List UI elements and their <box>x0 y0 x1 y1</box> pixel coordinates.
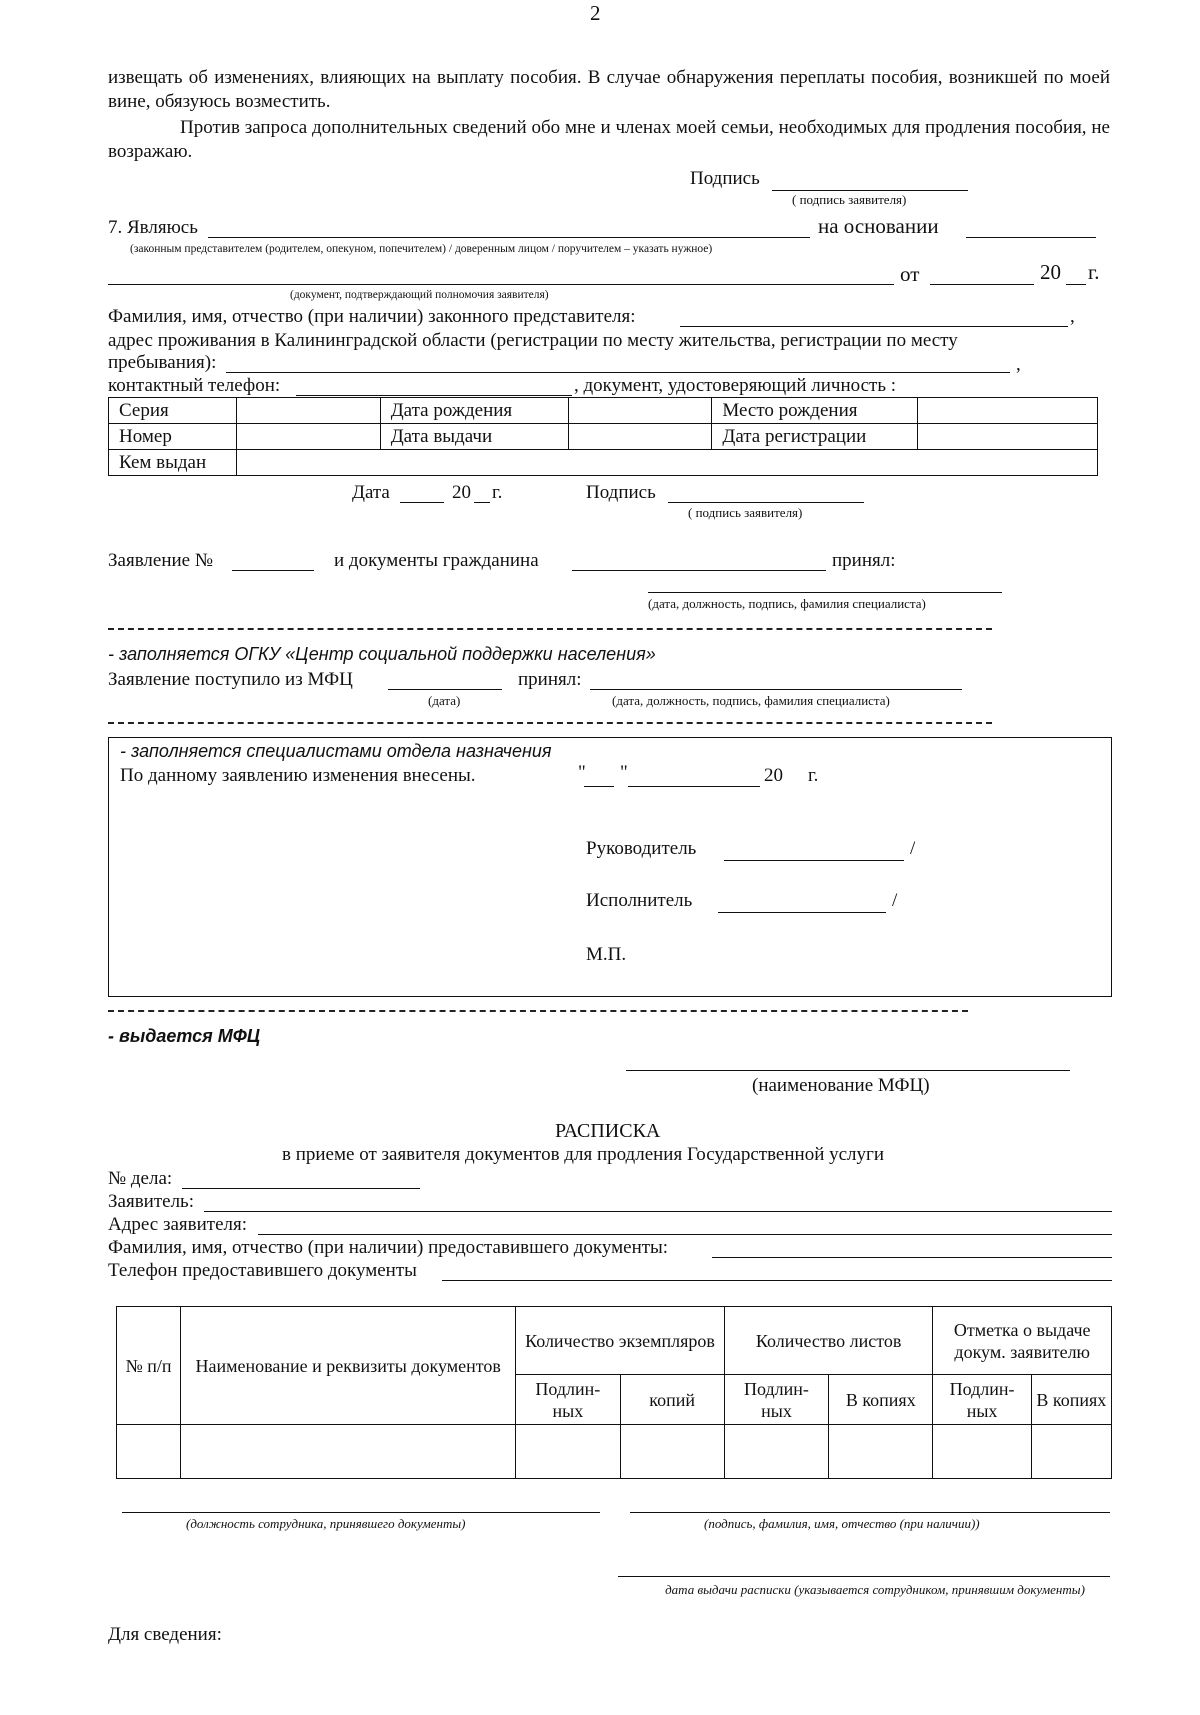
authority-date-line[interactable] <box>930 284 1034 285</box>
czn-section-heading: - заполняется ОГКУ «Центр социальной поддержки населения» <box>108 644 656 664</box>
cell-issue-copies[interactable] <box>1031 1425 1111 1479</box>
date-year: 20 <box>452 482 471 503</box>
cell-number[interactable] <box>117 1425 181 1479</box>
basis-label: на основании <box>818 214 939 238</box>
date-year-suffix: г. <box>492 482 503 503</box>
from-label: от <box>900 262 920 286</box>
signature-hint: ( подпись заявителя) <box>792 192 907 207</box>
col-copies-count-header: Количество экземпляров <box>516 1307 725 1375</box>
representative-name-label: Фамилия, имя, отчество (при наличии) законного представителя: <box>108 306 636 327</box>
employee-signature-hint: (подпись, фамилия, имя, отчество (при наличии)) <box>704 1516 980 1531</box>
receipt-title: РАСПИСКА <box>555 1120 661 1142</box>
receipt-date-hint: дата выдачи расписки (указывается сотрудником, принявшим документы) <box>665 1582 1085 1597</box>
provider-phone-line[interactable] <box>442 1280 1112 1281</box>
authority-document-line[interactable] <box>108 284 894 285</box>
sub-copies-header: копий <box>620 1375 724 1425</box>
applicant-signature-line[interactable] <box>668 502 864 503</box>
documents-table <box>116 1306 1112 1479</box>
czn-accepted-label: принял: <box>518 669 582 690</box>
representative-type-line[interactable] <box>208 237 810 238</box>
date-label: Дата <box>352 482 390 503</box>
number-value[interactable] <box>236 424 380 450</box>
employee-position-hint: (должность сотрудника, принявшего документы) <box>186 1516 466 1531</box>
birth-place-value[interactable] <box>918 398 1098 424</box>
authority-year-suffix: г. <box>1088 260 1100 284</box>
executor-slash: / <box>892 890 898 911</box>
issue-date-value[interactable] <box>568 424 712 450</box>
date-year-line[interactable] <box>474 502 490 503</box>
executor-signature-line[interactable] <box>718 912 886 913</box>
authority-document-hint: (документ, подтверждающий полномочия заявителя) <box>290 289 549 301</box>
head-slash: / <box>910 838 916 859</box>
col-number-header: № п/п <box>117 1307 181 1425</box>
basis-line[interactable] <box>966 237 1096 238</box>
for-info-label: Для сведения: <box>108 1624 222 1645</box>
mfc-heading: - выдается МФЦ <box>108 1026 260 1046</box>
czn-specialist-hint: (дата, должность, подпись, фамилия специалиста) <box>612 693 890 708</box>
mfc-name-line[interactable] <box>626 1070 1070 1071</box>
provider-name-label: Фамилия, имя, отчество (при наличии) предоставившего документы: <box>108 1237 669 1258</box>
address-label-line2: пребывания): <box>108 352 217 373</box>
address-line[interactable] <box>226 372 1010 373</box>
head-label: Руководитель <box>586 838 697 859</box>
change-year: 20 <box>764 765 783 786</box>
reg-date-value[interactable] <box>918 424 1098 450</box>
id-document-table <box>108 397 1098 476</box>
table-row <box>117 1425 1112 1479</box>
sub-sheets-originals-header: Подлин-ных <box>724 1375 828 1425</box>
number-label: Номер <box>109 424 237 450</box>
cell-sheets-copies[interactable] <box>829 1425 933 1479</box>
applicant-signature-hint: ( подпись заявителя) <box>688 505 803 520</box>
separator-2 <box>108 722 992 724</box>
applicant-line[interactable] <box>204 1211 1112 1212</box>
executor-label: Исполнитель <box>586 890 693 911</box>
changes-made-text: По данному заявлению изменения внесены. <box>120 765 476 786</box>
address-comma: , <box>1016 354 1021 375</box>
address-label-line1: адрес проживания в Калининградской области (регистрации по месту жительства, регистрации по месту <box>108 330 958 351</box>
separator-3 <box>108 1010 968 1012</box>
phone-line[interactable] <box>296 395 572 396</box>
phone-label: контактный телефон: <box>108 375 281 396</box>
applicant-signature-label: Подпись <box>586 482 656 503</box>
receipt-subtitle: в приеме от заявителя документов для продления Государственной услуги <box>282 1144 884 1165</box>
authority-year-line[interactable] <box>1066 284 1086 285</box>
mfc-name-hint: (наименование МФЦ) <box>752 1075 930 1096</box>
issued-by-value[interactable] <box>236 450 1097 476</box>
sub-sheets-copies-header: В копиях <box>829 1375 933 1425</box>
representative-type-hint: (законным представителем (родителем, опекуном, попечителем) / доверенным лицом / поручителем – указать нужное) <box>130 243 713 255</box>
date-line[interactable] <box>400 502 444 503</box>
birth-date-value[interactable] <box>568 398 712 424</box>
specialist-hint: (дата, должность, подпись, фамилия специалиста) <box>648 596 926 611</box>
issued-by-label: Кем выдан <box>109 450 237 476</box>
applicant-address-label: Адрес заявителя: <box>108 1214 248 1235</box>
representative-name-line[interactable] <box>680 326 1068 327</box>
paragraph-consent: Против запроса дополнительных сведений обо мне и членах моей семьи, необходимых для продления пособия, не возражаю. <box>108 117 1110 162</box>
section7-label: 7. Являюсь <box>108 217 198 238</box>
citizen-name-line[interactable] <box>572 570 826 571</box>
series-value[interactable] <box>236 398 380 424</box>
signature-line[interactable] <box>772 190 968 191</box>
application-no-line[interactable] <box>232 570 314 571</box>
sub-issue-copies-header: В копиях <box>1031 1375 1111 1425</box>
reg-date-label: Дата регистрации <box>712 424 918 450</box>
head-signature-line[interactable] <box>724 860 904 861</box>
issue-date-label: Дата выдачи <box>380 424 568 450</box>
applicant-label: Заявитель: <box>108 1191 194 1212</box>
received-date-hint: (дата) <box>428 693 461 708</box>
citizen-documents-label: и документы гражданина <box>334 550 539 571</box>
series-label: Серия <box>109 398 237 424</box>
applicant-address-line[interactable] <box>258 1234 1112 1235</box>
sub-originals-header: Подлин-ных <box>516 1375 620 1425</box>
paragraph-change-notice: извещать об изменениях, влияющих на выплату пособия. В случае обнаружения переплаты пособия, возникшей по моей вине, обязуюсь возместить. <box>108 67 1110 112</box>
birth-date-label: Дата рождения <box>380 398 568 424</box>
authority-year: 20 <box>1040 260 1061 284</box>
col-sheets-header: Количество листов <box>724 1307 933 1375</box>
received-from-mfc-label: Заявление поступило из МФЦ <box>108 669 353 690</box>
provider-name-line[interactable] <box>712 1257 1112 1258</box>
page-number: 2 <box>590 1 601 25</box>
cell-document-name[interactable] <box>181 1425 516 1479</box>
accepted-label: принял: <box>832 550 896 571</box>
sub-issue-originals-header: Подлин-ных <box>933 1375 1031 1425</box>
specialist-line[interactable] <box>648 592 1002 593</box>
received-date-line[interactable] <box>388 689 502 690</box>
change-month-line[interactable] <box>628 786 760 787</box>
signature-label: Подпись <box>690 168 760 189</box>
stamp-label: М.П. <box>586 944 627 965</box>
id-document-label: , документ, удостоверяющий личность : <box>574 375 897 396</box>
application-no-label: Заявление № <box>108 550 213 571</box>
case-no-line[interactable] <box>182 1188 420 1189</box>
provider-phone-label: Телефон предоставившего документы <box>108 1260 417 1281</box>
change-day-line[interactable] <box>584 786 614 787</box>
quote-close: " <box>620 762 628 783</box>
employee-position-line[interactable] <box>122 1512 600 1513</box>
czn-specialist-line[interactable] <box>590 689 962 690</box>
assignment-heading: - заполняется специалистами отдела назначения <box>120 741 552 761</box>
case-no-label: № дела: <box>108 1168 173 1189</box>
col-document-name-header: Наименование и реквизиты документов <box>181 1307 516 1425</box>
col-issue-mark-header: Отметка о выдаче докум. заявителю <box>933 1307 1112 1375</box>
representative-name-comma: , <box>1070 306 1075 327</box>
employee-signature-line[interactable] <box>630 1512 1110 1513</box>
receipt-date-line[interactable] <box>618 1576 1110 1577</box>
cell-issue-originals[interactable] <box>933 1425 1031 1479</box>
cell-originals-count[interactable] <box>516 1425 620 1479</box>
quote-open: " <box>578 762 586 783</box>
change-year-suffix: г. <box>808 765 819 786</box>
birth-place-label: Место рождения <box>712 398 918 424</box>
cell-sheets-originals[interactable] <box>724 1425 828 1479</box>
separator-1 <box>108 628 992 630</box>
cell-copies-count[interactable] <box>620 1425 724 1479</box>
